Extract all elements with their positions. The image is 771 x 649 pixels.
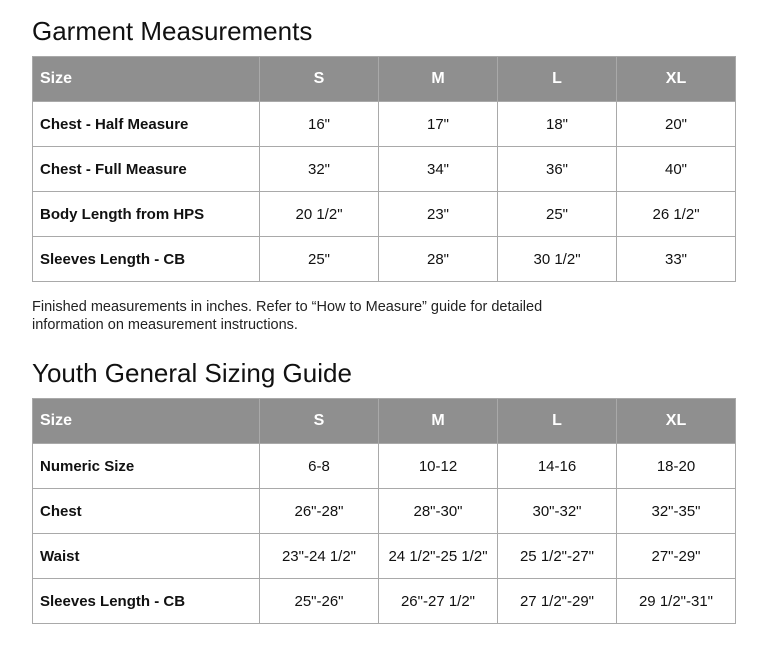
table-row xyxy=(33,192,736,237)
cell-l: 18" xyxy=(498,102,617,147)
row-label: Chest xyxy=(33,489,260,534)
row-label: Chest - Full Measure xyxy=(33,147,260,192)
cell-m: 23" xyxy=(379,192,498,237)
header-size: Size xyxy=(33,399,260,444)
youth-sizing-guide-title: Youth General Sizing Guide xyxy=(32,358,352,388)
cell-xl: 29 1/2"-31" xyxy=(617,579,736,624)
garment-measurements-title: Garment Measurements xyxy=(32,16,313,46)
cell-m: 10-12 xyxy=(379,444,498,489)
table-row xyxy=(33,147,736,192)
cell-xl: 27"-29" xyxy=(617,534,736,579)
cell-l: 30 1/2" xyxy=(498,237,617,282)
table-row xyxy=(33,534,736,579)
cell-s: 32" xyxy=(260,147,379,192)
cell-l: 25" xyxy=(498,192,617,237)
cell-l: 14-16 xyxy=(498,444,617,489)
header-m: M xyxy=(379,57,498,102)
table-header-row xyxy=(33,57,736,102)
row-label: Sleeves Length - CB xyxy=(33,237,260,282)
table-row xyxy=(33,237,736,282)
cell-xl: 20" xyxy=(617,102,736,147)
header-m: M xyxy=(379,399,498,444)
cell-s: 20 1/2" xyxy=(260,192,379,237)
cell-l: 30"-32" xyxy=(498,489,617,534)
cell-xl: 26 1/2" xyxy=(617,192,736,237)
cell-s: 6-8 xyxy=(260,444,379,489)
header-size: Size xyxy=(33,57,260,102)
cell-s: 26"-28" xyxy=(260,489,379,534)
cell-xl: 33" xyxy=(617,237,736,282)
cell-m: 28"-30" xyxy=(379,489,498,534)
cell-m: 28" xyxy=(379,237,498,282)
row-label: Numeric Size xyxy=(33,444,260,489)
cell-m: 26"-27 1/2" xyxy=(379,579,498,624)
cell-m: 24 1/2"-25 1/2" xyxy=(379,534,498,579)
table-row xyxy=(33,444,736,489)
measurement-note: Finished measurements in inches. Refer to “How to Measure” guide for detailed information on measurement instructions. xyxy=(32,299,543,333)
row-label: Sleeves Length - CB xyxy=(33,579,260,624)
cell-l: 25 1/2"-27" xyxy=(498,534,617,579)
table-header-row xyxy=(33,399,736,444)
header-l: L xyxy=(498,399,617,444)
cell-xl: 32"-35" xyxy=(617,489,736,534)
row-label: Waist xyxy=(33,534,260,579)
header-s: S xyxy=(260,399,379,444)
header-s: S xyxy=(260,57,379,102)
cell-s: 25"-26" xyxy=(260,579,379,624)
youth-sizing-table xyxy=(32,398,736,624)
table-row xyxy=(33,489,736,534)
header-xl: XL xyxy=(617,399,736,444)
row-label: Body Length from HPS xyxy=(33,192,260,237)
cell-xl: 40" xyxy=(617,147,736,192)
table-row xyxy=(33,579,736,624)
cell-l: 27 1/2"-29" xyxy=(498,579,617,624)
cell-m: 17" xyxy=(379,102,498,147)
header-l: L xyxy=(498,57,617,102)
cell-xl: 18-20 xyxy=(617,444,736,489)
cell-s: 16" xyxy=(260,102,379,147)
cell-m: 34" xyxy=(379,147,498,192)
cell-s: 23"-24 1/2" xyxy=(260,534,379,579)
cell-s: 25" xyxy=(260,237,379,282)
garment-measurements-table xyxy=(32,56,736,282)
cell-l: 36" xyxy=(498,147,617,192)
row-label: Chest - Half Measure xyxy=(33,102,260,147)
table-row xyxy=(33,102,736,147)
header-xl: XL xyxy=(617,57,736,102)
